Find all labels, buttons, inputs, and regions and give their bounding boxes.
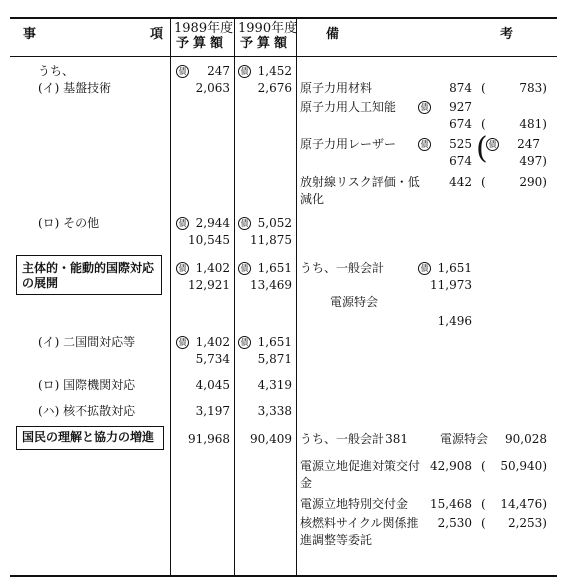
note-radiation-prev: 290) [519, 175, 547, 189]
row-kokusai-1990-value: 4,319 [257, 378, 292, 392]
note-grant-label-1: 電源立地促進対策交付 [300, 459, 421, 473]
note-special-grant-label: 電源立地特別交付金 [300, 497, 409, 511]
note-radiation-label-2: 減化 [300, 192, 325, 206]
row-shutai-1990-bond-value: 1,651 [257, 261, 292, 275]
row-shutai-note-special-value: 1,496 [437, 314, 472, 328]
row-shutai-label-1: 主体的・能動的国際対応 [22, 261, 155, 275]
note-grant-prev: 50,940) [500, 459, 547, 473]
header-notes-b: 考 [500, 27, 514, 42]
bond-marker-icon: 債 [486, 138, 499, 151]
row-kakufu-label: (ハ) 核不拡散対応 [38, 404, 136, 418]
note-laser-prev-bond-value: 247 [517, 137, 540, 151]
row-shutai-note-special: 電源特会 [330, 295, 379, 309]
row-kiban-1989-bond-value: 247 [207, 64, 230, 78]
note-laser-open-brace: ( [476, 131, 488, 166]
note-fuelcycle-label-2: 進調整等委託 [300, 533, 373, 547]
row-shutai-1989-value: 12,921 [188, 278, 230, 292]
row-kiban-1990-bond-value: 1,452 [257, 64, 292, 78]
bond-marker-icon: 債 [238, 262, 251, 275]
row-nikokukan-1990-bond-value: 1,651 [257, 335, 292, 349]
header-notes-a: 備 [326, 27, 340, 42]
row-nikokukan-1989-value: 5,734 [195, 352, 230, 366]
row-shutai-label-2: の展開 [22, 276, 59, 290]
note-material-open-paren: ( [481, 81, 486, 95]
row-kokumin-note-special: 電源特会 [440, 432, 489, 446]
note-special-grant-open-paren: ( [481, 497, 486, 511]
row-kokumin-label: 国民の理解と協力の増進 [22, 430, 155, 444]
note-radiation-open-paren: ( [481, 175, 486, 189]
note-fuelcycle-value: 2,530 [437, 516, 472, 530]
note-ai-open-paren: ( [481, 117, 486, 131]
row-kokumin-note-general: うち、一般会計 [300, 432, 385, 446]
row-sonota-1989-value: 10,545 [188, 233, 230, 247]
row-sonota-1990-value: 11,875 [250, 233, 292, 247]
header-1989-line2: 予算額 [176, 36, 228, 51]
bond-marker-icon: 債 [176, 65, 189, 78]
note-fuelcycle-prev: 2,253) [507, 516, 547, 530]
note-laser-bond-value: 525 [449, 137, 472, 151]
row-kokumin-1990-value: 90,409 [250, 432, 292, 446]
row-sonota-label: (ロ) その他 [38, 216, 100, 230]
note-special-grant-value: 15,468 [430, 497, 472, 511]
row-shutai-note-bond-value: 1,651 [437, 261, 472, 275]
bond-marker-icon: 債 [238, 336, 251, 349]
row-kiban-1989-value: 2,063 [195, 81, 230, 95]
table-top-border [10, 17, 557, 19]
bond-marker-icon: 債 [238, 65, 251, 78]
note-radiation-label-1: 放射線リスク評価・低 [300, 175, 420, 189]
column-divider-1 [170, 17, 171, 576]
row-nikokukan-1990-value: 5,871 [257, 352, 292, 366]
row-kiban-1990-value: 2,676 [257, 81, 292, 95]
row-shutai-note-general-value: 11,973 [430, 278, 472, 292]
bond-marker-icon: 債 [176, 336, 189, 349]
note-ai-value: 674 [449, 117, 472, 131]
column-divider-2 [234, 17, 235, 576]
note-material-value: 874 [449, 81, 472, 95]
note-laser-prev-value: 497) [519, 154, 547, 168]
note-ai-label: 原子力用人工知能 [300, 100, 397, 114]
note-ai-bond-value: 927 [449, 100, 472, 114]
bond-marker-icon: 債 [418, 262, 431, 275]
header-item-a: 事 [23, 27, 37, 42]
row-nikokukan-label: (イ) 二国間対応等 [38, 335, 136, 349]
bond-marker-icon: 債 [418, 101, 431, 114]
column-divider-3 [296, 17, 297, 576]
header-1990-line1: 1990年度 [238, 21, 298, 36]
header-1990-line2: 予算額 [240, 36, 292, 51]
bond-marker-icon: 債 [176, 217, 189, 230]
note-grant-value: 42,908 [430, 459, 472, 473]
note-material-label: 原子力用材料 [300, 81, 373, 95]
bond-marker-icon: 債 [418, 138, 431, 151]
header-1989-line1: 1989年度 [174, 21, 234, 36]
note-radiation-value: 442 [449, 175, 472, 189]
note-laser-label: 原子力用レーザー [300, 137, 397, 151]
row-nikokukan-1989-bond-value: 1,402 [195, 335, 230, 349]
note-material-prev: 783) [519, 81, 547, 95]
row-kokumin-note-general-value: 381 [385, 432, 408, 446]
note-special-grant-prev: 14,476) [500, 497, 547, 511]
row-kakufu-1990-value: 3,338 [257, 404, 292, 418]
header-bottom-border [10, 56, 557, 57]
note-fuelcycle-label-1: 核燃料サイクル関係推 [300, 516, 419, 530]
table-bottom-border [10, 575, 557, 577]
row-kokumin-note-special-value: 90,028 [505, 432, 547, 446]
row-kiban-label: (イ) 基盤技術 [38, 81, 112, 95]
row-sonota-1989-bond-value: 2,944 [195, 216, 230, 230]
row-uchi-label: うち、 [38, 64, 75, 78]
row-kokusai-1989-value: 4,045 [195, 378, 230, 392]
bond-marker-icon: 債 [176, 262, 189, 275]
bond-marker-icon: 債 [238, 217, 251, 230]
note-ai-prev: 481) [519, 117, 547, 131]
note-laser-value: 674 [449, 154, 472, 168]
note-grant-open-paren: ( [481, 459, 486, 473]
row-shutai-note-general: うち、一般会計 [300, 261, 385, 275]
note-fuelcycle-open-paren: ( [481, 516, 486, 530]
row-kokusai-label: (ロ) 国際機関対応 [38, 378, 136, 392]
row-kakufu-1989-value: 3,197 [195, 404, 230, 418]
row-shutai-1989-bond-value: 1,402 [195, 261, 230, 275]
row-kokumin-1989-value: 91,968 [188, 432, 230, 446]
row-shutai-1990-value: 13,469 [250, 278, 292, 292]
note-grant-label-2: 金 [300, 476, 313, 490]
header-item-b: 項 [150, 27, 164, 42]
row-sonota-1990-bond-value: 5,052 [257, 216, 292, 230]
